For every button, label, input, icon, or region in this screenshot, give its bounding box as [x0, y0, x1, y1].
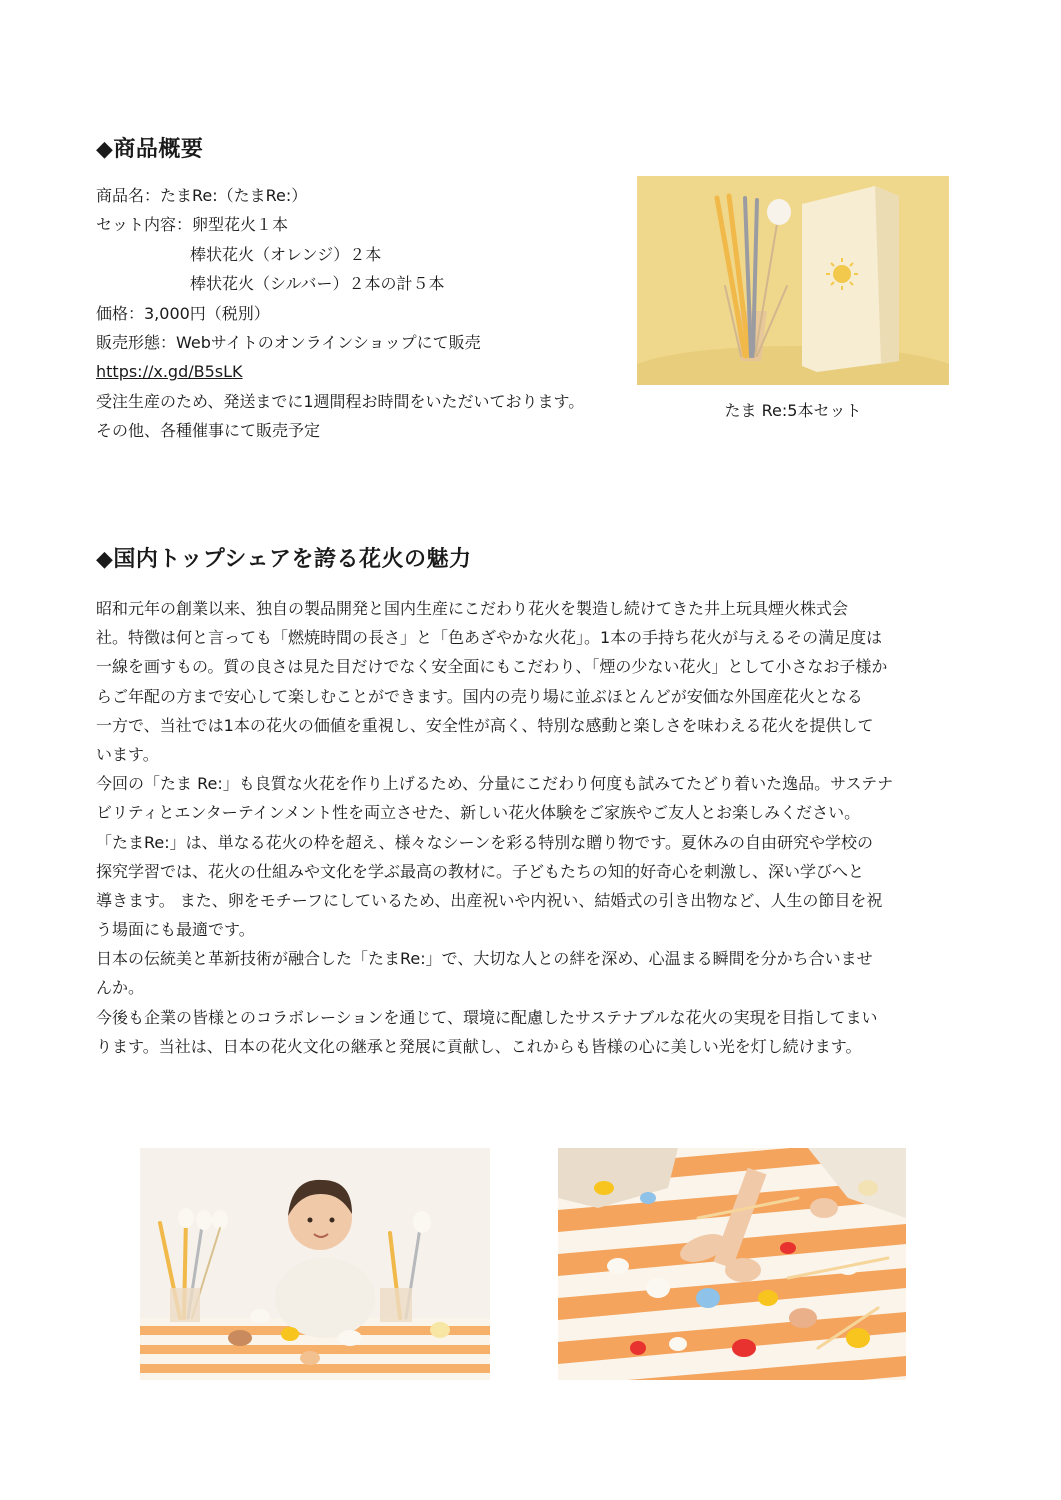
body-line: 昭和元年の創業以来、独自の製品開発と国内生産にこだわり花火を製造し続けてきた井上玩具煙火株式会: [96, 599, 849, 618]
body-line: ビリティとエンターテインメント性を両立させた、新しい花火体験をご家族やご友人とお楽しみください。: [96, 803, 861, 823]
set-item-orange: 棒状花火（オレンジ）２本: [190, 244, 382, 264]
photo-hands-with-fireworks: [558, 1148, 906, 1380]
body-line: います。: [96, 744, 159, 764]
body-line: 一方で、当社では1本の花火の価値を重視し、安全性が高く、特別な感動と楽しさを味わえる花火を提供して: [96, 715, 874, 735]
body-line: 一線を画すもの。質の良さは見た目だけでなく安全面にもこだわり、「煙の少ない花火」として小さなお子様か: [96, 657, 888, 677]
product-photo-caption: たま Re:5本セット: [724, 401, 862, 420]
body-line: う場面にも最適です。: [96, 920, 255, 940]
price: 価格：3,000円（税別）: [96, 303, 270, 323]
child-illustration: [140, 1148, 490, 1380]
sales-method: 販売形態：Webサイトのオンラインショップにて販売: [96, 332, 481, 352]
order-note: 受注生産のため、発送までに1週間程お時間をいただいております。: [96, 391, 585, 411]
event-note: その他、各種催事にて販売予定: [96, 421, 321, 441]
body-line: らご年配の方まで安心して楽しむことができます。国内の売り場に並ぶほとんどが安価な外国産花火となる: [96, 686, 863, 706]
appeal-body: [96, 594, 956, 1061]
body-line: 今回の「たま Re:」も良質な火花を作り上げるため、分量にこだわり何度も試みてたどり着いた逸品。サステナ: [96, 774, 894, 794]
shop-link[interactable]: https://x.gd/B5sLK: [96, 362, 243, 382]
body-line: ります。当社は、日本の花火文化の継承と発展に貢献し、これからも皆様の心に美しい光を灯し続けます。: [96, 1036, 862, 1056]
product-photo: [637, 176, 949, 385]
photo-child-with-fireworks: [140, 1148, 490, 1380]
set-contents: セット内容：卵型花火１本: [96, 215, 289, 235]
body-line: 導きます。 また、卵をモチーフにしているため、出産祝いや内祝い、結婚式の引き出物など、人生の節目を祝: [96, 890, 883, 910]
set-item-silver: 棒状花火（シルバー）２本の計５本: [190, 274, 445, 294]
body-line: 社。特徴は何と言っても「燃焼時間の長さ」と「色あざやかな火花」。1本の手持ち花火が与えるその満足度は: [96, 628, 883, 648]
section-heading-overview: ◆商品概要: [96, 137, 204, 162]
body-line: んか。: [96, 978, 145, 998]
product-name: 商品名：たまRe:（たまRe:）: [96, 186, 308, 205]
product-overview: [96, 181, 584, 446]
body-line: 探究学習では、花火の仕組みや文化を学ぶ最高の教材に。子どもたちの知的好奇心を刺激し、深い学びへと: [96, 861, 865, 881]
body-line: 今後も企業の皆様とのコラボレーションを通じて、環境に配慮したサステナブルな花火の実現を目指してまい: [96, 1007, 878, 1027]
egg-firework: [767, 199, 791, 225]
section-heading-appeal: ◆国内トップシェアを誇る花火の魅力: [96, 547, 472, 572]
body-line: 「たまRe:」は、単なる花火の枠を超え、様々なシーンを彩る特別な贈り物です。夏休みの自由研究や学校の: [96, 832, 873, 852]
hands-illustration: [558, 1148, 906, 1380]
product-illustration: [637, 176, 949, 385]
body-line: 日本の伝統美と革新技術が融合した「たまRe:」で、大切な人との絆を深め、心温まる瞬間を分かち合いませ: [96, 949, 873, 969]
